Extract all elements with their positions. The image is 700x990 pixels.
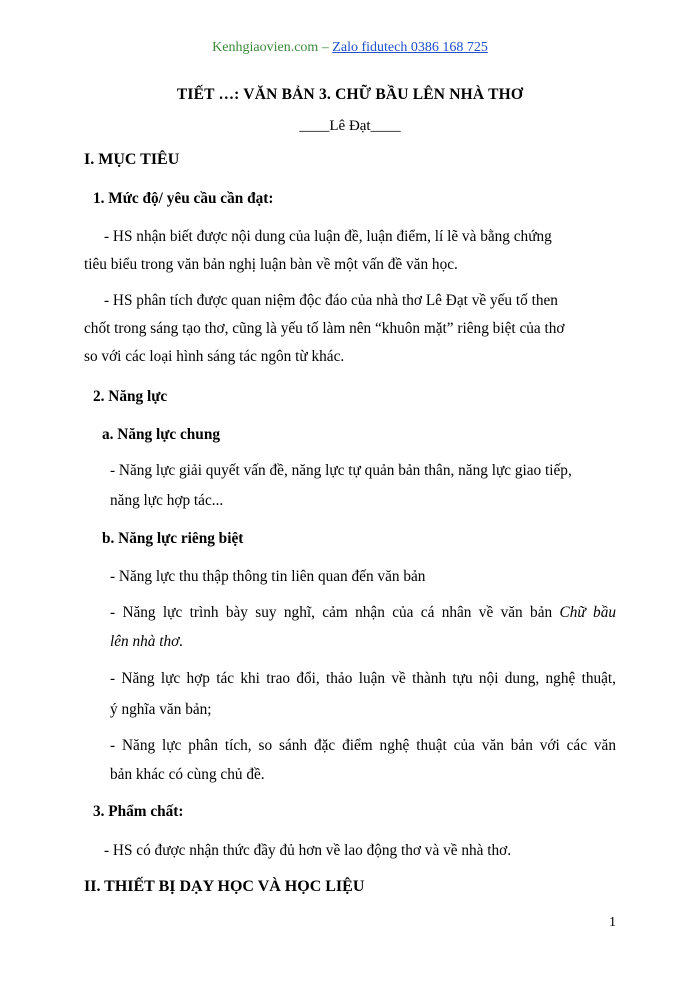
author-line: ____Lê Đạt____: [299, 118, 401, 134]
sub2b-item3-line1: - Năng lực hợp tác khi trao đổi, thảo luận về thành tựu nội dung, nghệ thuật,: [110, 670, 616, 687]
lesson-title: TIẾT …: VĂN BẢN 3. CHỮ BẦU LÊN NHÀ THƠ: [176, 86, 524, 103]
sub2a-heading: a. Năng lực chung: [102, 426, 220, 443]
page-number: 1: [609, 915, 616, 930]
page-header: [0, 40, 700, 56]
sub1-p1-line1: - HS nhận biết được nội dung của luận đề, luận điểm, lí lẽ và bằng chứng: [104, 228, 552, 245]
sub2b-item2-line2: [110, 633, 183, 651]
sub2b-item2-line1: [110, 604, 616, 622]
sub1-p1-line2: tiêu biểu trong văn bản nghị luận bàn về một vấn đề văn học.: [84, 256, 458, 273]
sub2b-item1: - Năng lực thu thập thông tin liên quan đến văn bản: [110, 568, 426, 585]
header-contact-link[interactable]: Zalo fidutech 0386 168 725: [332, 40, 488, 55]
sub2b-item4-line2: bản khác có cùng chủ đề.: [110, 766, 265, 783]
sub2b-item2-italic-1: Chữ bầu: [559, 604, 616, 621]
sub1-heading: 1. Mức độ/ yêu cầu cần đạt:: [93, 190, 274, 207]
sub3-line: - HS có được nhận thức đầy đủ hơn về lao động thơ và về nhà thơ.: [104, 842, 512, 859]
header-separator: –: [318, 40, 333, 55]
sub1-p2-line2: chốt trong sáng tạo thơ, cũng là yếu tố làm nên “khuôn mặt” riêng biệt của thơ: [84, 320, 565, 337]
sub2b-item2-text: - Năng lực trình bày suy nghĩ, cảm nhận của cá nhân về văn bản: [110, 604, 560, 621]
section2-heading: II. THIẾT BỊ DẠY HỌC VÀ HỌC LIỆU: [84, 878, 365, 895]
sub2a-line2: năng lực hợp tác...: [110, 492, 224, 509]
sub2-heading: 2. Năng lực: [93, 388, 168, 405]
section1-heading: I. MỤC TIÊU: [84, 151, 180, 168]
sub2b-item4-line1: - Năng lực phân tích, so sánh đặc điểm nghệ thuật của văn bản với các văn: [110, 737, 616, 754]
header-site: Kenhgiaovien.com: [212, 40, 319, 55]
sub2a-line1: - Năng lực giải quyết vấn đề, năng lực tự quản bản thân, năng lực giao tiếp,: [110, 462, 572, 479]
sub3-heading: 3. Phẩm chất:: [93, 803, 184, 820]
sub2b-heading: b. Năng lực riêng biệt: [102, 530, 244, 547]
sub2b-item2-italic-2: lên nhà thơ.: [110, 633, 184, 650]
sub1-p2-line3: so với các loại hình sáng tác ngôn từ khác.: [84, 348, 345, 365]
sub1-p2-line1: - HS phân tích được quan niệm độc đáo của nhà thơ Lê Đạt về yếu tố then: [104, 292, 558, 309]
sub2b-item3-line2: ý nghĩa văn bản;: [110, 701, 212, 718]
